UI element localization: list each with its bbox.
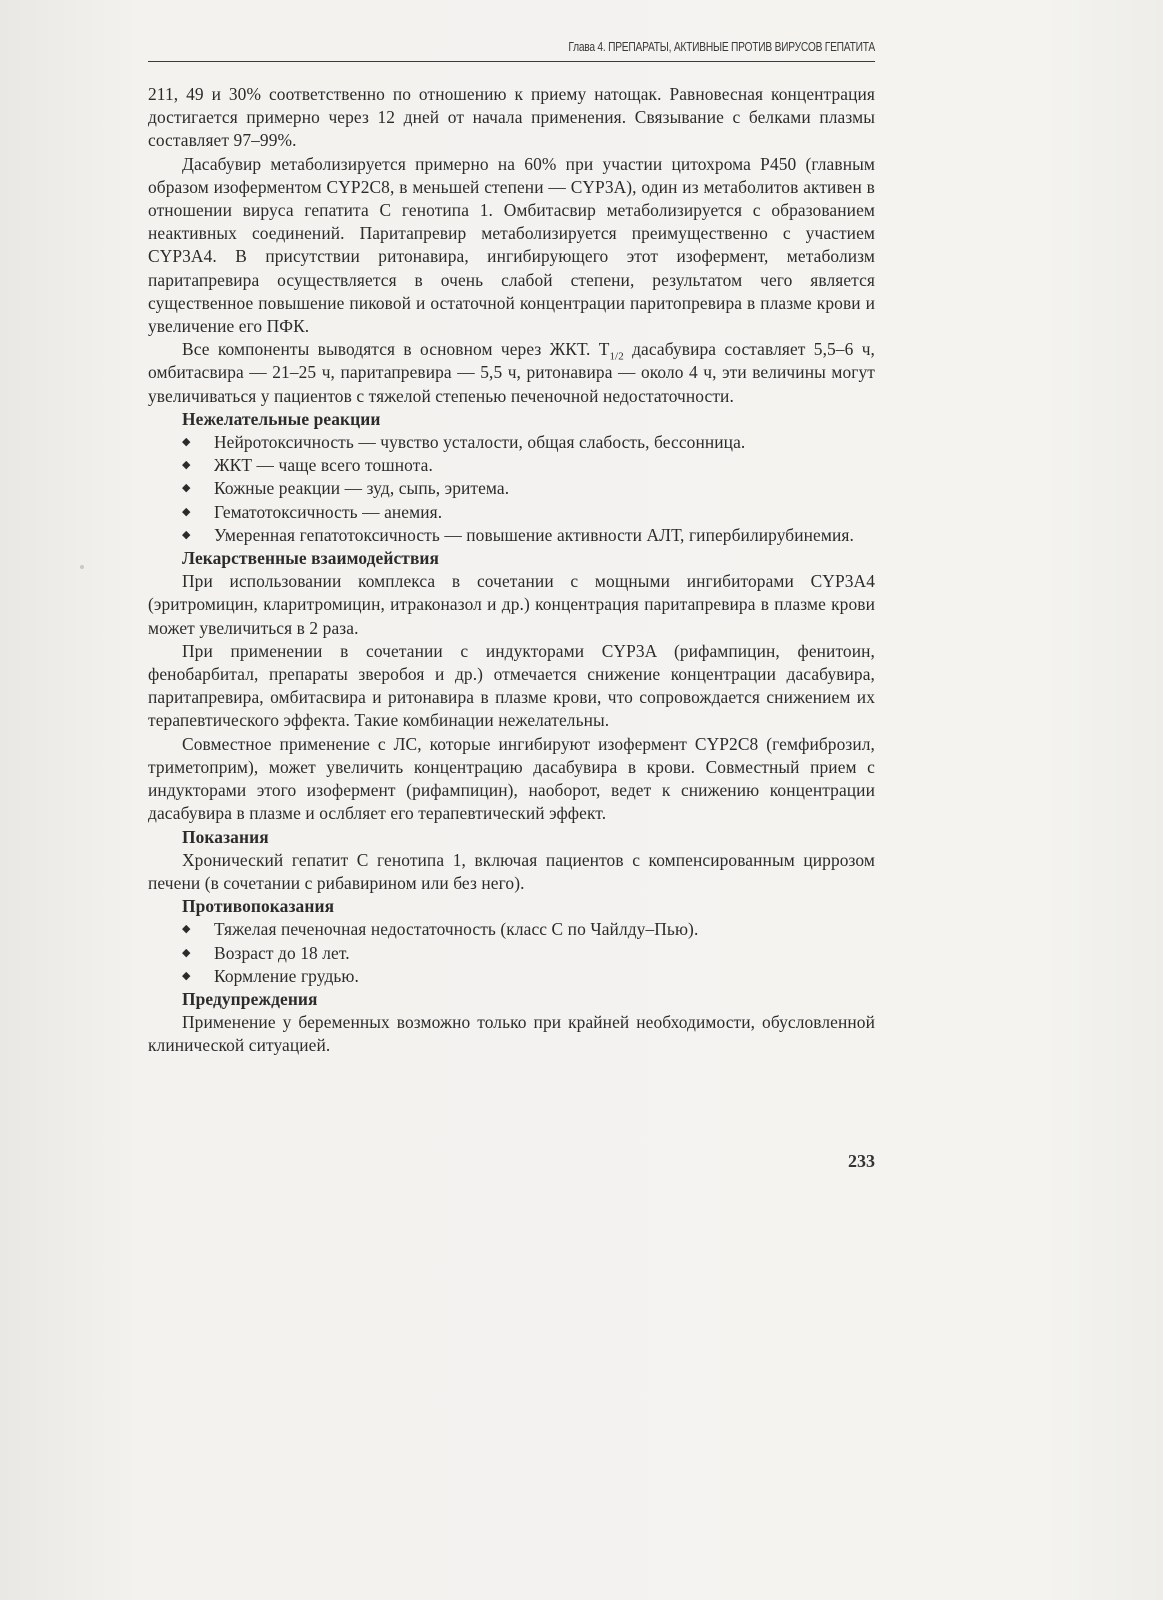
heading-indications: Показания (182, 826, 269, 847)
list-item (148, 454, 875, 477)
page-content (148, 83, 875, 1058)
list-item-text: Нейротоксичность — чувство усталости, общая слабость, бессонница. (214, 432, 746, 453)
heading-adverse-reactions: Нежелательные реакции (182, 408, 381, 429)
contraindications-list (148, 918, 875, 988)
paragraph-cyp2c8: Совместное применение с ЛС, которые ингибируют изофермент CYP2C8 (гемфиброзил, триметоприм), может увеличить концентрацию дасабувира в крови. Совместный прием с индукторами этого изофермент (рифампицин), наоборот, ведет к снижению концентрации дасабувира в плазме и ослбляет его терапевтический эффект. (148, 733, 875, 824)
paragraph-warnings: Применение у беременных возможно только при крайней необходимости, обусловленной клинической ситуацией. (148, 1012, 875, 1056)
excretion-text-end: дасабувира составляет 5,5–6 ч, омбитасвира — 21–25 ч, паритапревира — 5,5 ч, ритонавира — около 4 ч, эти величины могут увеличиваться у пациентов с тяжелой степенью печеночной недостаточности. (148, 339, 875, 406)
list-item-text: Кожные реакции — зуд, сыпь, эритема. (214, 478, 510, 499)
heading-warnings: Предупреждения (182, 988, 318, 1009)
paragraph-pk-continued: 211, 49 и 30% соответственно по отношению к приему натощак. Равновесная концентрация достигается примерно через 12 дней от начала применения. Связывание с белками плазмы составляет 97–99%. (148, 84, 875, 151)
paragraph-cyp3a-inducers: При применении в сочетании с индукторами CYP3A (рифампицин, фенитоин, фенобарбитал, препараты зверобоя и др.) отмечается снижение концентрации дасабувира, паритапревира, омбитасвира и ритонавира в плазме крови, что сопровождается снижением их терапевтического эффекта. Такие комбинации нежелательны. (148, 640, 875, 731)
diamond-bullet-icon: ◆ (182, 969, 191, 982)
diamond-bullet-icon: ◆ (182, 528, 191, 541)
header-rule (148, 61, 875, 62)
half-life-subscript: 1/2 (609, 350, 624, 363)
diamond-bullet-icon: ◆ (182, 436, 191, 449)
running-head: Глава 4. ПРЕПАРАТЫ, АКТИВНЫЕ ПРОТИВ ВИРУСОВ ГЕПАТИТА (568, 40, 875, 54)
list-item-text: Гематотоксичность — анемия. (214, 501, 443, 522)
list-item-text: Тяжелая печеночная недостаточность (класс C по Чайлду–Пью). (214, 919, 699, 940)
diamond-bullet-icon: ◆ (182, 923, 191, 936)
heading-drug-interactions: Лекарственные взаимодействия (182, 548, 440, 569)
diamond-bullet-icon: ◆ (182, 946, 191, 959)
page-number: 233 (848, 1151, 875, 1171)
list-item (148, 918, 875, 941)
paragraph-cyp3a4-inhibitors: При использовании комплекса в сочетании с мощными ингибиторами CYP3A4 (эритромицин, кларитромицин, итраконазол и др.) концентрация паритапревира в плазме крови может увеличиться в 2 раза. (148, 571, 875, 638)
list-item-text: Умеренная гепатотоксичность — повышение активности АЛТ, гипербилирубинемия. (214, 524, 854, 545)
adverse-reactions-list (148, 431, 875, 547)
diamond-bullet-icon: ◆ (182, 505, 191, 518)
list-item (148, 501, 875, 524)
list-item-text: Кормление грудью. (214, 965, 359, 986)
scan-artifact (80, 565, 84, 569)
list-item (148, 477, 875, 500)
paragraph-excretion (148, 338, 875, 408)
list-item (148, 942, 875, 965)
paragraph-indications: Хронический гепатит C генотипа 1, включая пациентов с компенсированным циррозом печени (в сочетании с рибавирином или без него). (148, 849, 875, 893)
diamond-bullet-icon: ◆ (182, 459, 191, 472)
diamond-bullet-icon: ◆ (182, 482, 191, 495)
excretion-text-start: Все компоненты выводятся в основном через ЖКТ. T (182, 339, 610, 360)
list-item (148, 524, 875, 547)
list-item-text: Возраст до 18 лет. (214, 942, 350, 963)
list-item (148, 965, 875, 988)
paragraph-metabolism: Дасабувир метаболизируется примерно на 60% при участии цитохрома P450 (главным образом изоферментом CYP2C8, в меньшей степени — CYP3A), один из метаболитов активен в отношении вируса гепатита C генотипа 1. Омбитасвир метаболизируется с образованием неактивных соединений. Паритапревир метаболизируется преимущественно с участием CYP3A4. В присутствии ритонавира, ингибирующего этот изофермент, метаболизм паритапревира осуществляется в очень слабой степени, результатом чего является существенное повышение пиковой и остаточной концентрации паритопревира в плазме крови и увеличение его ПФК. (148, 153, 875, 337)
list-item (148, 431, 875, 454)
list-item-text: ЖКТ — чаще всего тошнота. (214, 455, 433, 476)
heading-contraindications: Противопоказания (182, 896, 335, 917)
